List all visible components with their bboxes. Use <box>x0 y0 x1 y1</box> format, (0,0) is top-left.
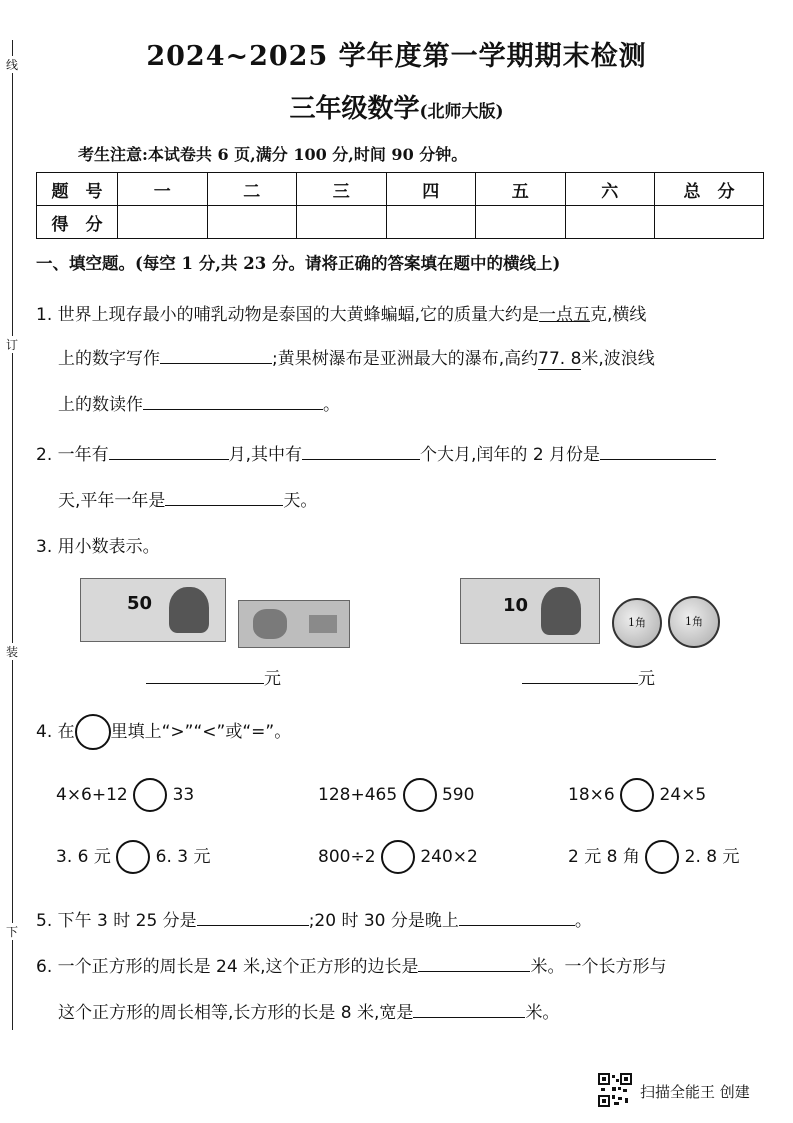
q6-text: 这个正方形的周长相等,长方形的长是 8 米,宽是 <box>58 1003 414 1023</box>
q6-text: 米。一个长方形与 <box>530 957 667 977</box>
banknote-portrait <box>253 609 287 639</box>
q5-text: ;20 时 30 分是晚上 <box>308 911 459 931</box>
coin-1-jiao: 1角 <box>612 598 662 648</box>
banknote-10-yuan <box>460 578 600 644</box>
q2-text: 月,其中有 <box>228 445 303 465</box>
q4-text: 里填上“>”“<”或“=”。 <box>110 722 292 742</box>
q3-answer-blank-1[interactable] <box>146 665 264 684</box>
banknote-denomination: 50 <box>127 593 153 614</box>
q3-answer-right <box>522 664 655 689</box>
score-col-5: 五 <box>476 173 566 206</box>
q1-line2 <box>58 344 655 370</box>
compare-left: 128+465 <box>318 785 398 805</box>
q1-text: 上的数字写作 <box>58 349 160 369</box>
qr-code-icon <box>598 1073 632 1107</box>
question-number-label: 题 号 <box>37 173 118 206</box>
margin-label-ding: 订 <box>5 338 18 352</box>
q2-text: 天,平年一年是 <box>58 491 166 511</box>
compare-right: 240×2 <box>420 847 478 867</box>
score-col-6: 六 <box>565 173 655 206</box>
q2-text: 2. 一年有 <box>36 445 109 465</box>
coin-1-jiao: 1角 <box>668 596 720 648</box>
banknote-small <box>238 600 350 648</box>
score-table-header-row <box>37 173 764 206</box>
compare-circle-6[interactable] <box>645 840 679 874</box>
compare-circle-5[interactable] <box>381 840 415 874</box>
q5-answer-blank-2[interactable] <box>459 907 575 926</box>
q5-answer-blank-1[interactable] <box>197 907 309 926</box>
circle-symbol <box>75 714 111 750</box>
compare-item-3 <box>568 778 706 812</box>
margin-label-zhuang: 装 <box>5 645 18 659</box>
compare-item-5 <box>318 840 478 874</box>
q6-line2 <box>58 998 559 1023</box>
q3-text: 3. 用小数表示。 <box>36 537 160 557</box>
compare-left: 4×6+12 <box>56 785 128 805</box>
unit-yuan: 元 <box>638 669 655 689</box>
q6-text: 6. 一个正方形的周长是 24 米,这个正方形的边长是 <box>36 957 419 977</box>
banknote-mark <box>309 615 337 633</box>
q2-line2 <box>58 486 317 511</box>
q2-text: 天。 <box>283 491 318 511</box>
q1-text: ;黄果树瀑布是亚洲最大的瀑布,高约 <box>272 349 539 369</box>
score-cell[interactable] <box>118 206 208 239</box>
edition-label: (北师大版) <box>419 102 504 122</box>
q4-text: 4. 在 <box>36 722 75 742</box>
q4-instruction <box>36 714 291 750</box>
q1-text: 上的数读作 <box>58 395 143 415</box>
score-col-4: 四 <box>386 173 476 206</box>
q1-line1 <box>36 300 646 325</box>
margin-label-xian: 线 <box>5 58 18 72</box>
compare-circle-1[interactable] <box>133 778 167 812</box>
compare-item-1 <box>56 778 194 812</box>
compare-left: 3. 6 元 <box>56 847 111 867</box>
score-cell[interactable] <box>386 206 476 239</box>
exam-subtitle <box>0 88 793 125</box>
compare-item-4 <box>56 840 211 874</box>
q2-answer-blank-4[interactable] <box>165 487 283 506</box>
q2-line1 <box>36 440 716 465</box>
binding-line <box>12 40 13 1030</box>
banknote-denomination: 10 <box>503 595 529 616</box>
score-cell[interactable] <box>297 206 387 239</box>
q3-answer-blank-2[interactable] <box>522 665 638 684</box>
score-cell[interactable] <box>207 206 297 239</box>
compare-left: 800÷2 <box>318 847 376 867</box>
score-cell[interactable] <box>565 206 655 239</box>
portrait-image <box>169 587 209 633</box>
q6-answer-blank-2[interactable] <box>413 999 525 1018</box>
q5-line <box>36 906 592 931</box>
q6-text: 米。 <box>525 1003 560 1023</box>
compare-left: 2 元 8 角 <box>568 847 640 867</box>
q1-text: 1. 世界上现存最小的哺乳动物是泰国的大黄蜂蝙蝠,它的质量大约是 <box>36 305 540 325</box>
q2-answer-blank-3[interactable] <box>600 441 716 460</box>
margin-label-xia: 下 <box>5 925 18 939</box>
q1-answer-blank-2[interactable] <box>143 391 323 410</box>
compare-item-6 <box>568 840 740 874</box>
compare-circle-2[interactable] <box>403 778 437 812</box>
subject-name: 三年级数学 <box>289 94 420 124</box>
q1-text: 。 <box>323 395 340 415</box>
compare-left: 18×6 <box>568 785 615 805</box>
score-col-total: 总 分 <box>655 173 764 206</box>
banknote-50-yuan <box>80 578 226 642</box>
q1-line3 <box>58 390 340 415</box>
q1-text: 米,波浪线 <box>581 349 655 369</box>
score-col-3: 三 <box>297 173 387 206</box>
compare-circle-3[interactable] <box>620 778 654 812</box>
unit-yuan: 元 <box>264 669 281 689</box>
exam-notice: 考生注意:本试卷共 6 页,满分 100 分,时间 90 分钟。 <box>78 145 468 164</box>
score-cell[interactable] <box>476 206 566 239</box>
scanner-watermark: 扫描全能王 创建 <box>640 1083 750 1101</box>
q2-answer-blank-1[interactable] <box>109 441 229 460</box>
q1-underlined-number: 一点五 <box>539 305 591 325</box>
q5-text: 5. 下午 3 时 25 分是 <box>36 911 197 931</box>
q6-answer-blank-1[interactable] <box>418 953 530 972</box>
score-col-1: 一 <box>118 173 208 206</box>
compare-right: 33 <box>172 785 195 805</box>
compare-item-2 <box>318 778 474 812</box>
q1-wavy-number: 77. 8 <box>538 349 582 369</box>
compare-right: 590 <box>441 785 475 805</box>
score-table <box>36 172 764 239</box>
exam-title: 2024~2025 学年度第一学期期末检测 <box>146 41 647 72</box>
compare-right: 6. 3 元 <box>155 847 211 867</box>
portrait-image <box>541 587 581 635</box>
compare-right: 2. 8 元 <box>684 847 740 867</box>
q3-answer-left <box>146 664 281 689</box>
q1-answer-blank-1[interactable] <box>160 345 272 364</box>
section-heading: 一、填空题。(每空 1 分,共 23 分。请将正确的答案填在题中的横线上) <box>36 254 561 273</box>
q6-line1 <box>36 952 666 977</box>
score-table-score-row <box>37 206 764 239</box>
compare-right: 24×5 <box>659 785 707 805</box>
score-col-2: 二 <box>207 173 297 206</box>
q2-text: 个大月,闰年的 2 月份是 <box>420 445 601 465</box>
q1-text: 克,横线 <box>590 305 647 325</box>
q5-text: 。 <box>574 911 592 931</box>
score-label: 得 分 <box>37 206 118 239</box>
score-cell-total[interactable] <box>655 206 764 239</box>
compare-circle-4[interactable] <box>116 840 150 874</box>
q2-answer-blank-2[interactable] <box>302 441 420 460</box>
